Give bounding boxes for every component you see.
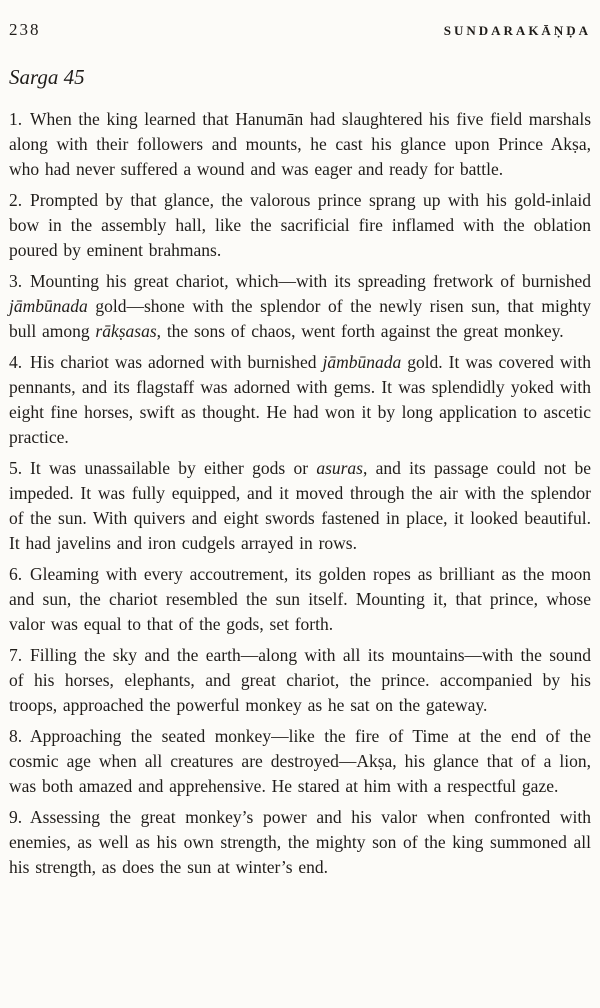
- verse-paragraph: [9, 456, 591, 556]
- verse-paragraph: [9, 562, 591, 637]
- verse-paragraph: [9, 350, 591, 450]
- verse-text: Mounting his great chariot, which—with its spreading fretwork of burnished: [30, 271, 591, 291]
- running-title: SUNDARAKĀṆḌA: [443, 23, 591, 38]
- verse-paragraph: [9, 643, 591, 718]
- verse-number: 9.: [9, 807, 23, 827]
- verse-text: Filling the sky and the earth—along with all its mountains—with the sound of his horses, elephants, and great chariot, the prince. accompanied by his troops, approached the powerful monkey as he sat on the gateway.: [9, 645, 591, 715]
- verse-text: His chariot was adorned with burnished: [30, 352, 323, 372]
- verse-paragraph: [9, 805, 591, 880]
- verse-text: , and its passage could not be impeded. It was fully equipped, and it moved through the air with the splendor of the sun. With quivers and eight swords fastened in place, it looked beautiful. It had javelins and iron cudgels arrayed in rows.: [9, 458, 591, 553]
- verse-number: 8.: [9, 726, 23, 746]
- verse-text: gold. It was covered with pennants, and its flagstaff was adorned with gems. It was splendidly yoked with eight fine horses, swift as thought. He had won it by long application to ascetic practice.: [9, 352, 591, 447]
- verse-paragraph: [9, 107, 591, 182]
- verse-paragraph: [9, 188, 591, 263]
- verse-number: 2.: [9, 190, 23, 210]
- verse-number: 6.: [9, 564, 23, 584]
- verse-number: 1.: [9, 109, 23, 129]
- italic-term: rākṣasas: [95, 321, 157, 341]
- verse-number: 5.: [9, 458, 23, 478]
- verse-text: , the sons of chaos, went forth against the great monkey.: [156, 321, 564, 341]
- italic-term: jāmbūnada: [9, 296, 88, 316]
- verse-paragraph: [9, 724, 591, 799]
- verse-text: Gleaming with every accoutrement, its golden ropes as brilliant as the moon and sun, the chariot resembled the sun itself. Mounting it, that prince, whose valor was equal to that of the gods, set forth.: [9, 564, 591, 634]
- verse-paragraphs: [9, 107, 591, 880]
- verse-paragraph: [9, 269, 591, 344]
- verse-text: It was unassailable by either gods or: [30, 458, 317, 478]
- verse-text: Assessing the great monkey’s power and his valor when confronted with enemies, as well as his own strength, the mighty son of the king summoned all his strength, as does the sun at winter’s end.: [9, 807, 591, 877]
- verse-number: 3.: [9, 271, 23, 291]
- verse-number: 4.: [9, 352, 23, 372]
- verse-text: Prompted by that glance, the valorous prince sprang up with his gold-inlaid bow in the assembly hall, like the sacrificial fire inflamed with the oblation poured by eminent brahmans.: [9, 190, 591, 260]
- page-header: [9, 20, 591, 40]
- verse-number: 7.: [9, 645, 23, 665]
- italic-term: jāmbūnada: [322, 352, 402, 372]
- italic-term: asuras: [316, 458, 363, 478]
- verse-text: When the king learned that Hanumān had slaughtered his five field marshals along with their followers and mounts, he cast his glance upon Prince Akṣa, who had never suffered a wound and was eager and ready for battle.: [9, 109, 591, 179]
- verse-text: Approaching the seated monkey—like the fire of Time at the end of the cosmic age when all creatures are destroyed—Akṣa, his glance that of a lion, was both amazed and apprehensive. He stared at him with a respectful gaze.: [9, 726, 591, 796]
- section-heading: Sarga 45: [9, 65, 85, 89]
- page-number: 238: [9, 20, 41, 39]
- verse-text: gold—shone with the splendor of the newly risen sun, that mighty bull among: [9, 296, 591, 341]
